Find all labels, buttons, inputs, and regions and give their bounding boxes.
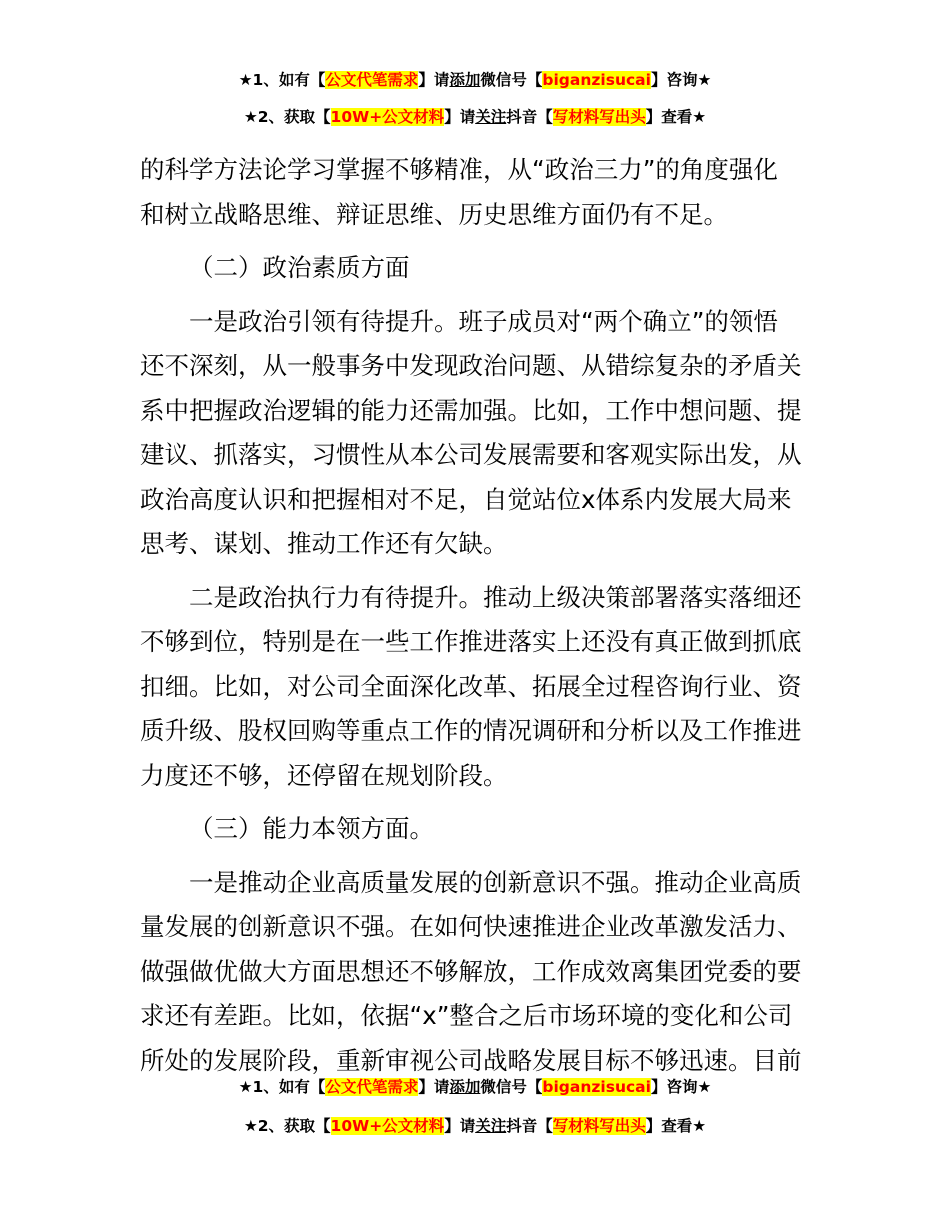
text-line: 求还有差距。比如，依据“x”整合之后市场环境的变化和公司 [140, 1001, 793, 1030]
promo-highlight-wechat-id: biganzisucai [542, 1078, 651, 1096]
promo-underlined-word: 添加 [449, 1078, 481, 1096]
promo-highlight-service: 公文代笔需求 [325, 1078, 419, 1096]
text-line: 建议、抓落实，习惯性从本公司发展需要和客观实际出发，从 [140, 440, 802, 469]
promo-underlined-word: 关注 [475, 1117, 507, 1135]
promo-banner-line-1-bottom [0, 1076, 950, 1098]
promo-highlight-materials: 10W+公文材料 [330, 1117, 445, 1135]
text-line: 政治高度认识和把握相对不足，自觉站位x体系内发展大局来 [140, 484, 792, 514]
section-heading-political-quality [140, 246, 820, 291]
text-line: 量发展的创新意识不强。在如何快速推进企业改革激发活力、 [140, 912, 802, 941]
text-line: 思考、谋划、推动工作还有欠缺。 [140, 529, 508, 558]
text-line: 不够到位，特别是在一些工作推进落实上还没有真正做到抓底 [140, 627, 802, 656]
promo-prefix: ★1、如有【 [238, 1078, 326, 1096]
promo-text: 微信号【 [480, 71, 543, 89]
paragraph-continued [140, 148, 820, 237]
promo-underlined-word: 添加 [449, 71, 481, 89]
promo-text: 微信号【 [480, 1078, 543, 1096]
promo-highlight-douyin-id: 写材料写出头 [552, 1117, 646, 1135]
document-body [140, 148, 820, 1092]
promo-suffix: 】咨询★ [650, 1078, 712, 1096]
heading-text: （二）政治素质方面 [189, 253, 410, 282]
paragraph-political-leadership [140, 300, 820, 567]
promo-banner-line-2 [0, 106, 950, 128]
text-line: 一是推动企业高质量发展的创新意识不强。推动企业高质 [189, 867, 802, 897]
promo-text: 抖音【 [506, 1117, 553, 1135]
promo-text: 】请 [444, 108, 476, 126]
text-line: 质升级、股权回购等重点工作的情况调研和分析以及工作推进 [140, 716, 802, 745]
text-line: 力度还不够，还停留在规划阶段。 [140, 760, 508, 790]
text-line: 和树立战略思维、辩证思维、历史思维方面仍有不足。 [140, 199, 728, 229]
text-line: 系中把握政治逻辑的能力还需加强。比如，工作中想问题、提 [140, 395, 802, 425]
promo-suffix: 】咨询★ [650, 71, 712, 89]
promo-text: 抖音【 [506, 108, 553, 126]
heading-text: （三）能力本领方面。 [189, 814, 434, 843]
promo-highlight-wechat-id: biganzisucai [542, 71, 651, 89]
promo-highlight-service: 公文代笔需求 [325, 71, 419, 89]
promo-suffix: 】查看★ [645, 108, 707, 126]
text-line: 二是政治执行力有待提升。推动上级决策部署落实落细还 [189, 582, 802, 612]
paragraph-political-execution [140, 576, 820, 799]
promo-underlined-word: 关注 [475, 108, 507, 126]
promo-prefix: ★2、获取【 [243, 108, 331, 126]
promo-banner-line-2-bottom [0, 1115, 950, 1137]
text-line: 还不深刻，从一般事务中发现政治问题、从错综复杂的矛盾关 [140, 351, 802, 380]
text-line: 做强做优做大方面思想还不够解放，工作成效离集团党委的要 [140, 956, 802, 986]
promo-prefix: ★1、如有【 [238, 71, 326, 89]
paragraph-innovation [140, 861, 820, 1084]
promo-text: 】请 [418, 1078, 450, 1096]
text-line: 所处的发展阶段，重新审视公司战略发展目标不够迅速。目前 [140, 1045, 802, 1075]
promo-highlight-douyin-id: 写材料写出头 [552, 108, 646, 126]
promo-prefix: ★2、获取【 [243, 1117, 331, 1135]
promo-banner-line-1 [0, 69, 950, 91]
text-line: 扣细。比如，对公司全面深化改革、拓展全过程咨询行业、资 [140, 671, 802, 701]
text-line: 的科学方法论学习掌握不够精准，从“政治三力”的角度强化 [140, 155, 778, 184]
promo-text: 】请 [418, 71, 450, 89]
promo-text: 】请 [444, 1117, 476, 1135]
promo-suffix: 】查看★ [645, 1117, 707, 1135]
promo-highlight-materials: 10W+公文材料 [330, 108, 445, 126]
section-heading-capability [140, 807, 820, 852]
text-line: 一是政治引领有待提升。班子成员对“两个确立”的领悟 [189, 306, 778, 336]
